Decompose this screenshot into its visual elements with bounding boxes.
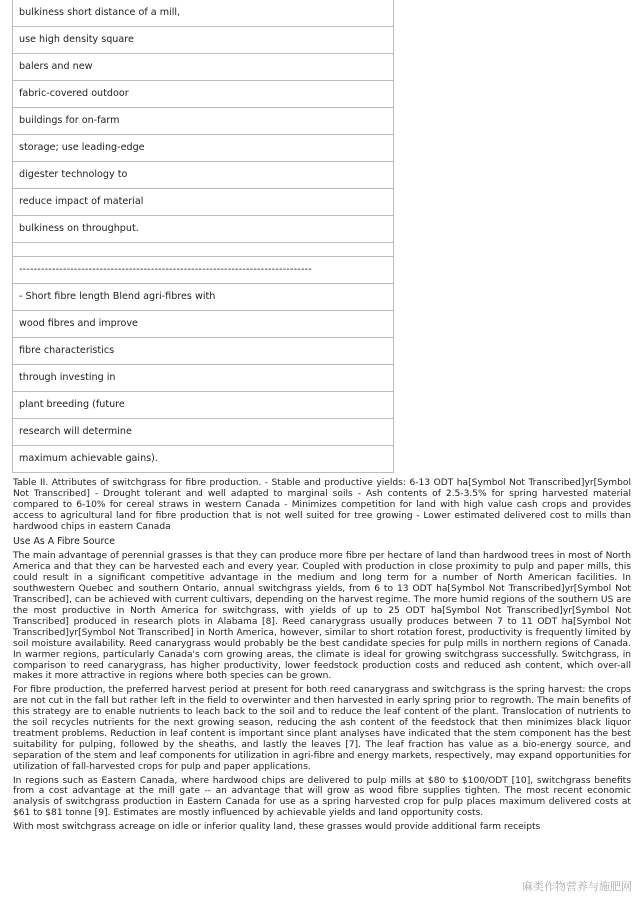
table-row: maximum achievable gains). [13,445,393,472]
table-row: reduce impact of material [13,188,393,215]
table-row: digester technology to [13,161,393,188]
table-row: buildings for on-farm [13,107,393,134]
table-row: through investing in [13,364,393,391]
body-paragraph: The main advantage of perennial grasses is that they can produce more fibre per hectare of land than hardwood trees in most of North America and that they can be harvested each and every year. Coupled with production in close proximity to pulp and paper mills, this could result in a significant competitive advantage in the medium and long term for a number of North American facilities. In southwestern Quebec and southern Ontario, annual switchgrass yields, from 6 to 13 ODT ha[Symbol Not Transcribed]yr[Symbol Not Transcribed], can be achieved with current cultivars, depending on the harvest regime. The more humid regions of the southern US are the most productive in North America for switchgrass, with yields of up to 25 ODT ha[Symbol Not Transcribed]yr[Symbol Not Transcribed] produced in research plots in Alabama [8]. Reed canarygrass usually produces between 7 to 11 ODT ha[Symbol Not Transcribed]yr[Symbol Not Transcribed] in North America, however, similar to short rotation forest, productivity is frequently limited by soil moisture availability. Reed canarygrass would probably be the best candidate species for pulp mills in northern regions of Canada. In warmer regions, particularly Canada's corn growing areas, the climate is ideal for growing switchgrass successfully. Switchgrass, in comparison to reed canarygrass, has higher productivity, lower feedstock production costs and reduced ash content, which over-all makes it more attractive in regions where both species can be grown. [13,551,631,682]
body-paragraph: For fibre production, the preferred harvest period at present for both reed canarygrass and switchgrass is the spring harvest: the crops are not cut in the fall but rather left in the field to overwinter and then harvested in early spring prior to regrowth. The main benefits of this strategy are to enable nutrients to leach back to the soil and to reduce the leaf content of the plant. Translocation of nutrients to the soil recycles nutrients for the next growing season, reducing the ash content of the feedstock that then minimizes black liquor treatment problems. Reduction in leaf content is important since plant analyses have indicated that the stem component has the best suitability for pulping, followed by the sheaths, and lastly the leaves [7]. The leaf fraction has value as a bio-energy source, and separation of the stem and leaf components for utilization in agri-fibre and energy markets, respectively, may expand opportunities for utilization of fall-harvested crops for pulp and paper applications. [13,685,631,772]
table-row: bulkiness short distance of a mill, [19,7,181,18]
table-row: - Short fibre length Blend agri-fibres with [13,283,393,310]
attributes-table [12,0,394,473]
section-heading: Use As A Fibre Source [13,535,116,547]
table-row: fibre characteristics [13,337,393,364]
article-body [13,478,631,836]
table-row: balers and new [13,53,393,80]
table-row-separator: -------------------------------------------------------------------------------- [13,256,393,283]
table-row: use high density square [13,26,393,53]
table-row: bulkiness on throughput. [13,215,393,242]
site-watermark: 麻类作物营养与施肥网 [522,880,632,893]
table-row: plant breeding (future [13,391,393,418]
table-row: storage; use leading-edge [13,134,393,161]
table-row: research will determine [13,418,393,445]
table-row-empty [13,242,393,256]
body-paragraph: With most switchgrass acreage on idle or inferior quality land, these grasses would provide additional farm receipts [13,822,541,833]
table-row: wood fibres and improve [13,310,393,337]
body-paragraph: In regions such as Eastern Canada, where hardwood chips are delivered to pulp mills at $80 to $100/ODT [10], switchgrass benefits from a cost advantage at the mill gate -- an advantage that will grow as wood fibre supplies tighten. The most recent economic analysis of switchgrass production in Eastern Canada for use as a spring harvested crop for pulp places maximum delivered costs at $61 to $81 tonne [9]. Estimates are mostly influenced by achievable yields and land opportunity costs. [13,775,631,819]
table-row: fabric-covered outdoor [13,80,393,107]
table-caption: Table II. Attributes of switchgrass for fibre production. - Stable and productive yields: 6-13 ODT ha[Symbol Not Transcribed]yr[Symbol Not Transcribed] - Drought tolerant and well adapted to marginal soils - Ash contents of 2.5-3.5% for spring harvested material compared to 6-10% for cereal straws in western Canada - Minimizes competition for land with high value cash crops and provides access to agricultural land for fibre production that is not well suited for tree growing - Lower estimated delivered cost to mills than hardwood chips in eastern Canada [13,478,631,532]
